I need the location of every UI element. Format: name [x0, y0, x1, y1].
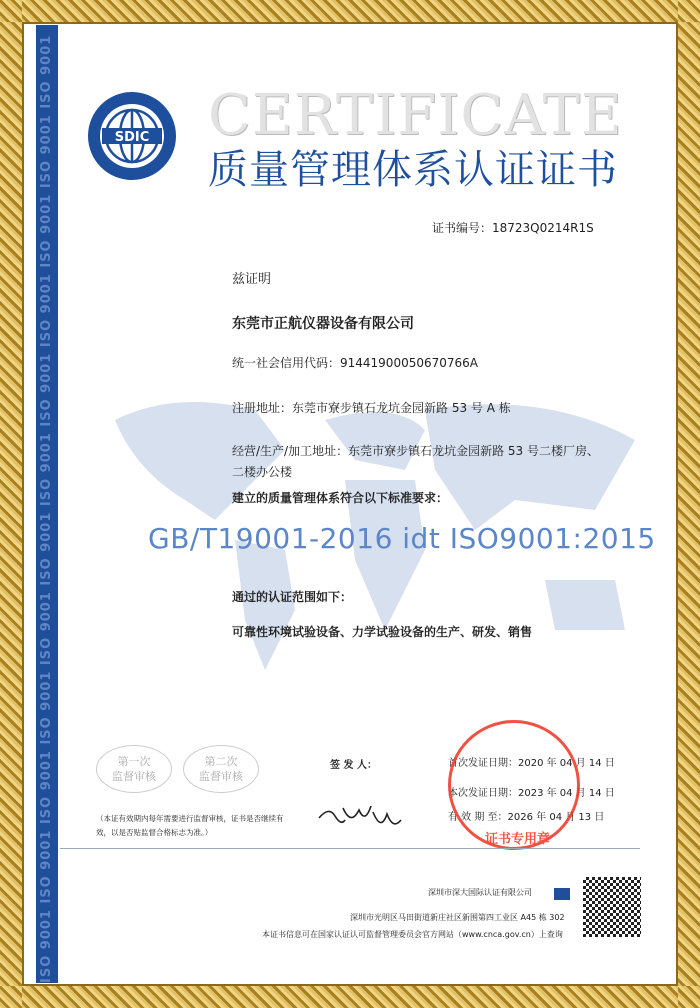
standard-heading: 建立的质量管理体系符合以下标准要求： — [232, 491, 449, 505]
iso-side-stripe: ISO 9001 ISO 9001 ISO 9001 ISO 9001 ISO 9001 ISO 9001 ISO 9001 ISO 9001 ISO 9001 ISO 9001 ISO 9001 ISO 9001 — [36, 25, 58, 983]
brand-square — [554, 888, 570, 900]
qr-code[interactable] — [583, 877, 641, 937]
company-name: 东莞市正航仪器设备有限公司 — [232, 316, 414, 332]
operating-address-line1: 经营/生产/加工地址：东莞市寮步镇石龙坑金园新路 53 号二楼厂房、 — [232, 444, 599, 458]
audit-note-line2: 效，以是否贴监督合格标志为准。） — [96, 828, 213, 837]
signer-label: 签 发 人： — [330, 760, 377, 771]
first-audit-mark: 第一次 监督审核 — [96, 745, 172, 793]
first-issue-date: 首次发证日期：2020 年 04 月 14 日 — [448, 758, 615, 769]
valid-until-date: 有 效 期 至：2026 年 04 月 13 日 — [448, 812, 605, 823]
standard-text: GB/T19001-2016 idt ISO9001:2015 — [148, 522, 656, 555]
issuer-name: 深圳市深大国际认证有限公司 — [428, 888, 532, 897]
operating-address-line2: 二楼办公楼 — [232, 465, 293, 479]
scope-text: 可靠性环境试验设备、力学试验设备的生产、研发、销售 — [232, 625, 533, 639]
signature — [315, 800, 405, 834]
svg-text:SDIC: SDIC — [114, 130, 150, 145]
certificate-number: 证书编号：18723Q0214R1S — [432, 221, 594, 235]
intro-text: 兹证明 — [232, 272, 272, 287]
verification-note: 本证书信息可在国家认证认可监督管理委员会官方网站（www.cnca.gov.cn）上查询 — [262, 930, 563, 939]
audit-note-line1: （本证有效期内每年需要进行监督审核，证书是否继续有 — [96, 814, 284, 823]
title-chinese: 质量管理体系认证证书 — [208, 147, 618, 193]
scope-heading: 通过的认证范围如下： — [232, 590, 353, 604]
sdic-logo — [86, 90, 178, 182]
issuer-address: 深圳市光明区马田街道新庄社区新围第四工业区 A45 栋 302 — [350, 913, 565, 922]
second-audit-mark: 第二次 监督审核 — [183, 745, 259, 793]
company-seal: 证书专用章 — [448, 720, 580, 850]
credit-code: 统一社会信用代码：91441900050670766A — [232, 356, 479, 370]
footer-divider — [60, 848, 640, 849]
registered-address: 注册地址：东莞市寮步镇石龙坑金园新路 53 号 A 栋 — [232, 401, 511, 415]
title-english: CERTIFICATE — [208, 83, 623, 148]
this-issue-date: 本次发证日期：2023 年 04 月 14 日 — [448, 788, 615, 799]
